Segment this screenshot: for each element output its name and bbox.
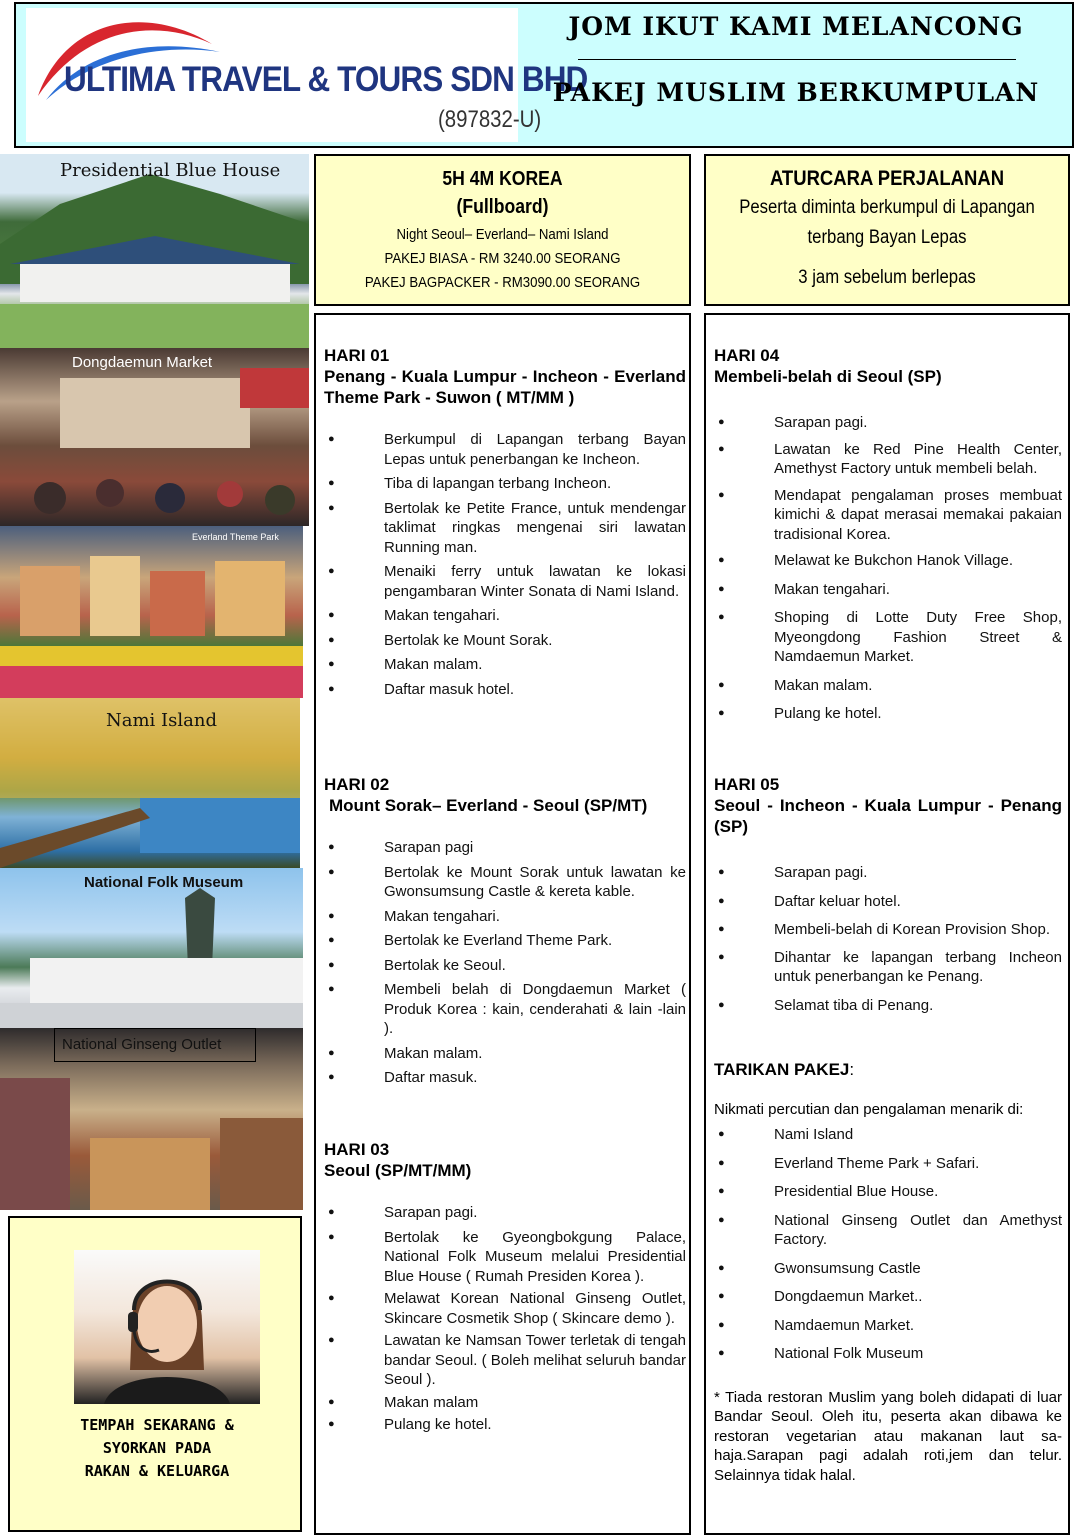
list-item: ● Sarapan pagi.: [324, 1203, 686, 1223]
price-regular: PAKEJ BIASA - RM 3240.00 SEORANG: [384, 250, 621, 267]
list-item: ● Tiba di lapangan terbang Incheon.: [324, 474, 686, 494]
day-activity-list: [714, 863, 1062, 1015]
header-divider: [578, 59, 1016, 60]
itinerary-days-4-5: [704, 313, 1070, 1535]
list-item: ● Melawat ke Bukchon Hanok Village.: [714, 551, 1062, 571]
customer-service-agent-icon: [74, 1250, 260, 1404]
itinerary-title: ATURCARA PERJALANAN: [769, 167, 1005, 190]
itinerary-notice-box: [704, 154, 1070, 306]
company-registration: (897832-U): [438, 106, 542, 133]
day-activity-list: [324, 838, 686, 1088]
list-item: ● National Ginseng Outlet dan Amethyst Factory.: [714, 1211, 1062, 1250]
photo-label: Presidential Blue House: [60, 160, 281, 181]
list-item: ● Bertolak ke Everland Theme Park.: [324, 931, 686, 951]
package-title: 5H 4M KOREA: [442, 168, 563, 190]
list-item: ● Membeli belah di Dongdaemun Market ( Produk Korea : kain, cenderahati & lain -lain ).: [324, 980, 686, 1039]
list-item: ● Bertolak ke Seoul.: [324, 956, 686, 976]
itinerary-line-2: terbang Bayan Lepas: [807, 227, 967, 248]
list-item: ● Lawatan ke Namsan Tower terletak di tengah bandar Seoul. ( Boleh melihat seluruh bandar Seoul ).: [324, 1331, 686, 1390]
list-item: ● Daftar masuk hotel.: [324, 680, 686, 700]
booking-call-to-action: [8, 1216, 302, 1532]
list-item: ● Pulang ke hotel.: [714, 704, 1062, 724]
day-route: Membeli-belah di Seoul (SP): [714, 367, 942, 386]
photo-label: Dongdaemun Market: [72, 354, 213, 371]
day-route: Seoul - Incheon - Kuala Lumpur - Penang (SP): [714, 796, 1062, 836]
day-activity-list: [714, 413, 1062, 724]
booking-line-2: SYORKAN PADA: [102, 1439, 212, 1457]
photo-nami-island: [0, 698, 300, 868]
itinerary-days-1-3: [314, 313, 691, 1535]
highlights-heading-colon: :: [849, 1060, 855, 1079]
list-item: ● Makan tengahari.: [324, 907, 686, 927]
photo-label: National Ginseng Outlet: [62, 1036, 222, 1053]
header-banner: [14, 2, 1074, 148]
booking-line-1: TEMPAH SEKARANG &: [80, 1416, 234, 1434]
list-item: ● Melawat Korean National Ginseng Outlet, Skincare Cosmetik Shop ( Skincare demo ).: [324, 1289, 686, 1328]
package-highlights: [714, 1059, 1062, 1485]
photo-dongdaemun-market: [0, 348, 309, 526]
list-item: ● Makan malam: [324, 1393, 686, 1413]
list-item: ● Berkumpul di Lapangan terbang Bayan Lepas untuk penerbangan ke Incheon.: [324, 430, 686, 469]
list-item: ● Sarapan pagi: [324, 838, 686, 858]
list-item: ● Dongdaemun Market..: [714, 1287, 1062, 1307]
package-board: (Fullboard): [456, 196, 549, 218]
header-subtitle: PAKEJ MUSLIM BERKUMPULAN: [552, 78, 1040, 107]
list-item: ● Pulang ke hotel.: [324, 1415, 686, 1435]
list-item: ● Namdaemun Market.: [714, 1316, 1062, 1336]
booking-line-3: RAKAN & KELUARGA: [84, 1462, 230, 1480]
list-item: ● National Folk Museum: [714, 1344, 1062, 1364]
day-route: Mount Sorak– Everland - Seoul (SP/MT): [329, 796, 648, 815]
list-item: ● Makan tengahari.: [324, 606, 686, 626]
list-item: ● Sarapan pagi.: [714, 413, 1062, 433]
highlights-list: [714, 1125, 1062, 1364]
company-logo: [26, 8, 588, 142]
halal-note: * Tiada restoran Muslim yang boleh didapati di luar Bandar Seoul. Oleh itu, peserta akan dibawa ke restoran vegetarian atau makanan laut sa-haja.Sarapan pagi adalah roti,jem dan telur. Selainnya tidak halal.: [714, 1388, 1062, 1484]
day-4: [714, 345, 1062, 724]
list-item: ● Gwonsumsung Castle: [714, 1259, 1062, 1279]
itinerary-line-3: 3 jam sebelum berlepas: [798, 267, 976, 288]
photo-national-ginseng-outlet: [0, 1028, 303, 1210]
list-item: ● Bertolak ke Mount Sorak untuk lawatan ke Gwonsumsung Castle & kereta kable.: [324, 863, 686, 902]
highlights-heading: [714, 1059, 1062, 1080]
day-heading: HARI 01: [324, 346, 390, 365]
blue-house-illustration-icon: [0, 154, 309, 348]
list-item: ● Makan tengahari.: [714, 580, 1062, 600]
day-heading: HARI 03: [324, 1140, 390, 1159]
day-5: [714, 774, 1062, 1015]
photo-label: National Folk Museum: [84, 874, 244, 891]
booking-message: [10, 1414, 304, 1483]
package-summary-box: [314, 154, 691, 306]
list-item: ● Menaiki ferry untuk lawatan ke lokasi pengambaran Winter Sonata di Nami Island.: [324, 562, 686, 601]
market-crowd-illustration-icon: [0, 348, 309, 526]
list-item: ● Lawatan ke Red Pine Health Center, Amethyst Factory untuk membeli belah.: [714, 440, 1062, 479]
day-heading: HARI 02: [324, 775, 390, 794]
itinerary-line-1: Peserta diminta berkumpul di Lapangan: [739, 197, 1035, 218]
highlights-intro: Nikmati percutian dan pengalaman menarik di:: [714, 1101, 1024, 1118]
photo-national-folk-museum: [0, 868, 303, 1028]
day-route: Penang - Kuala Lumpur - Incheon - Everland Theme Park - Suwon ( MT/MM ): [324, 367, 686, 407]
company-name: ULTIMA TRAVEL & TOURS SDN BHD: [64, 60, 588, 99]
photo-label: Nami Island: [106, 710, 217, 731]
list-item: ● Membeli-belah di Korean Provision Shop.: [714, 920, 1062, 940]
folk-museum-illustration-icon: [0, 868, 303, 1028]
list-item: ● Everland Theme Park + Safari.: [714, 1154, 1062, 1174]
header-title: JOM IKUT KAMI MELANCONG: [568, 12, 1024, 41]
highlights-heading-text: TARIKAN PAKEJ: [714, 1060, 850, 1079]
day-activity-list: [324, 1203, 686, 1286]
day-3: [324, 1139, 686, 1435]
list-item: ● Nami Island: [714, 1125, 1062, 1145]
day-heading: HARI 04: [714, 346, 780, 365]
day-heading: HARI 05: [714, 775, 780, 794]
photo-label: Everland Theme Park: [192, 532, 279, 542]
list-item: ● Makan malam.: [324, 655, 686, 675]
price-backpacker: PAKEJ BAGPACKER - RM3090.00 SEORANG: [364, 274, 641, 291]
list-item: ● Bertolak ke Petite France, untuk mendengar taklimat ringkas mengenai siri lawatan Running man.: [324, 499, 686, 558]
day-1: [324, 345, 686, 699]
list-item: ● Makan malam.: [714, 676, 1062, 696]
list-item: ● Shoping di Lotte Duty Free Shop, Myeongdong Fashion Street & Namdaemun Market.: [714, 608, 1062, 667]
list-item: ● Selamat tiba di Penang.: [714, 996, 1062, 1016]
list-item: ● Bertolak ke Gyeongbokgung Palace, National Folk Museum melalui Presidential Blue House ( Rumah Presiden Korea ).: [324, 1228, 686, 1287]
day-activity-list-large: [324, 1289, 686, 1435]
list-item: ● Makan malam.: [324, 1044, 686, 1064]
list-item: ● Presidential Blue House.: [714, 1182, 1062, 1202]
list-item: ● Sarapan pagi.: [714, 863, 1062, 883]
list-item: ● Daftar masuk.: [324, 1068, 686, 1088]
day-route: Seoul (SP/MT/MM): [324, 1161, 472, 1180]
list-item: ● Mendapat pengalaman proses membuat kimichi & dapat merasai memakai pakaian tradisional Korea.: [714, 486, 1062, 545]
day-2: [324, 774, 686, 1088]
package-route: Night Seoul– Everland– Nami Island: [396, 226, 609, 243]
photo-everland-theme-park: [0, 526, 303, 698]
list-item: ● Bertolak ke Mount Sorak.: [324, 631, 686, 651]
list-item: ● Dihantar ke lapangan terbang Incheon untuk penerbangan ke Penang.: [714, 948, 1062, 987]
list-item: ● Daftar keluar hotel.: [714, 892, 1062, 912]
theme-park-illustration-icon: [0, 526, 303, 698]
day-activity-list: [324, 430, 686, 699]
photo-presidential-blue-house: [0, 154, 309, 348]
